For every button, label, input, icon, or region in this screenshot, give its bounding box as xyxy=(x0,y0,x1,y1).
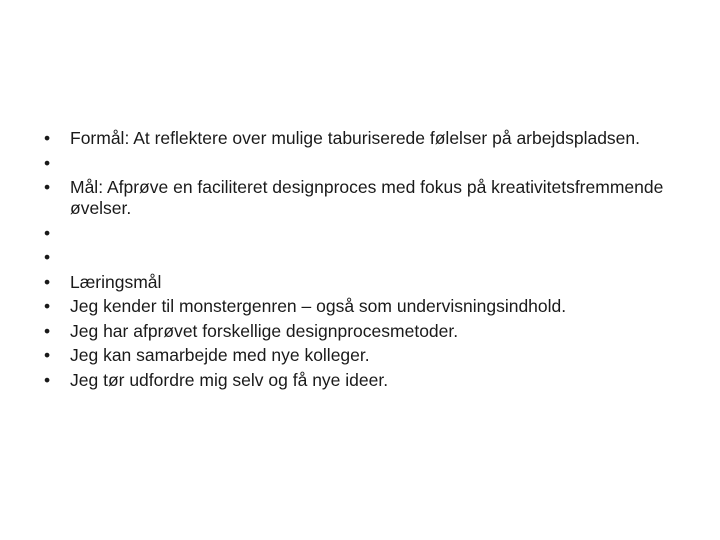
bullet-icon: • xyxy=(44,222,51,243)
bullet-icon: • xyxy=(44,128,51,148)
bullet-icon: • xyxy=(44,271,51,292)
bullet-icon: • xyxy=(44,369,51,390)
bullet-icon: • xyxy=(44,177,51,197)
list-item xyxy=(44,128,684,149)
list-item-text: Jeg kender til monstergenren – også som undervisningsindhold. xyxy=(70,296,567,316)
list-item xyxy=(44,247,684,268)
list-item xyxy=(44,345,684,366)
list-item xyxy=(44,153,684,174)
bullet-icon: • xyxy=(44,320,51,341)
list-item-text: Jeg kan samarbejde med nye kolleger. xyxy=(70,345,370,365)
bullet-icon: • xyxy=(44,345,51,365)
list-item-text: Formål: At reflektere over mulige taburiserede følelser på arbejdspladsen. xyxy=(70,128,640,148)
list-item-text: Jeg tør udfordre mig selv og få nye ideer. xyxy=(70,369,389,390)
list-item xyxy=(44,370,684,391)
list-item xyxy=(44,296,684,317)
list-item xyxy=(44,321,684,342)
bullet-icon: • xyxy=(44,247,51,267)
list-item xyxy=(44,223,684,244)
list-item-text: Læringsmål xyxy=(70,271,162,292)
list-item-text: Jeg har afprøvet forskellige designprocesmetoder. xyxy=(70,320,459,341)
bullet-icon: • xyxy=(44,152,51,173)
bullet-list xyxy=(44,128,684,394)
list-item xyxy=(44,272,684,293)
list-item-text: Mål: Afprøve en faciliteret designproces med fokus på kreativitetsfremmende øvelser. xyxy=(70,177,664,218)
bullet-icon: • xyxy=(44,296,51,316)
list-item xyxy=(44,177,684,219)
